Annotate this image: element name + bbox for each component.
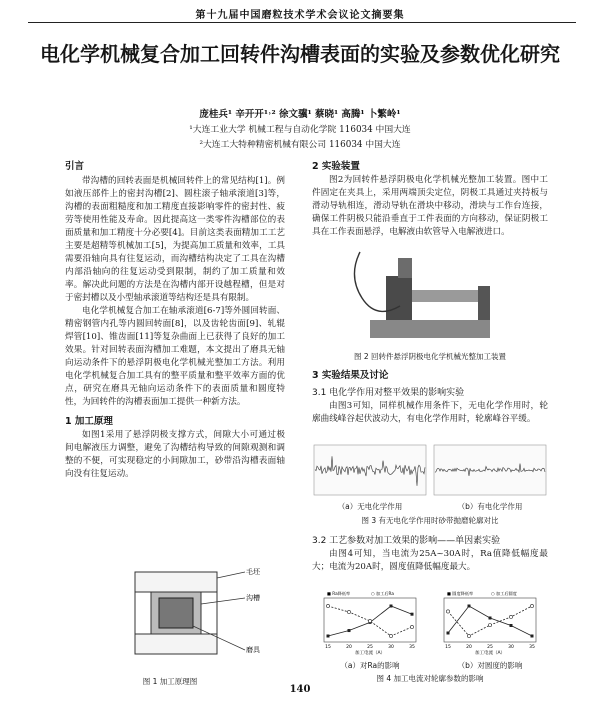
workpiece-bottom bbox=[135, 634, 217, 654]
x-tick-label: 15 bbox=[445, 645, 451, 650]
section-heading-setup: 2 实验装置 bbox=[312, 161, 360, 172]
label-abrasive: 磨具 bbox=[246, 646, 260, 654]
data-point bbox=[510, 624, 513, 627]
x-tick-label: 20 bbox=[466, 645, 472, 650]
x-tick-label: 30 bbox=[388, 645, 394, 650]
label-groove: 沟槽 bbox=[246, 594, 260, 602]
chart-roundness bbox=[444, 590, 536, 656]
figure-4a-label: （a）对Ra的影响 bbox=[340, 661, 400, 670]
running-header: 第十九届中国磨粒技术学术会议论文摘要集 bbox=[195, 10, 405, 21]
legend-entry: ○ 加工后Ra bbox=[371, 591, 394, 596]
page-number: 140 bbox=[289, 684, 311, 695]
figure-1-diagram bbox=[105, 564, 275, 674]
tool-cathode bbox=[159, 598, 193, 628]
section-heading-results: 3 实验结果及讨论 bbox=[312, 370, 389, 381]
x-tick-label: 15 bbox=[325, 645, 331, 650]
setup-paragraph: 图2为回转件悬浮阴极电化学机械光整加工装置。图中工件固定在夹具上，采用两端顶尖定位，阴极工具通过夹持板与滑动导轨相连，滑动导轨在滑块中移动，滑块与工作台连接，确保工件阴极只能沿垂直于工件表面的方向移动，保证阴极工具在工作表面悬浮，电解液由软管导入电解液进口。 bbox=[312, 175, 548, 237]
x-tick-label: 20 bbox=[346, 645, 352, 650]
data-point bbox=[488, 623, 491, 626]
section-heading-3-1: 3.1 电化学作用对整平效果的影响实验 bbox=[312, 388, 465, 398]
figure-4-charts bbox=[312, 588, 548, 656]
left-column bbox=[65, 158, 285, 481]
data-point bbox=[327, 635, 330, 638]
figure-3a-label: （a）无电化学作用 bbox=[337, 502, 403, 511]
figure-2-caption: 图 2 回转件悬浮阴极电化学机械光整加工装置 bbox=[353, 352, 507, 361]
data-point bbox=[368, 619, 371, 622]
x-tick-label: 25 bbox=[487, 645, 493, 650]
x-tick-label: 30 bbox=[508, 645, 514, 650]
slide-rail bbox=[398, 258, 412, 278]
section-heading-intro: 引言 bbox=[65, 161, 85, 172]
results-3-2-paragraph: 由图4可知，当电流为25A~30A时，Ra值降低幅度最大；电流为20A时，圆度值降低幅度最大。 bbox=[312, 549, 548, 572]
data-point bbox=[489, 617, 492, 620]
data-point bbox=[390, 605, 393, 608]
data-point bbox=[446, 610, 449, 613]
x-axis-label: 加工电流（A） bbox=[354, 651, 386, 656]
intro-paragraph-2: 电化学机械复合加工在轴承滚道[6-7]等外圆回转面、精密钢管内孔等内圆回转面[8]，以及齿轮齿面[9]、轧辊焊管[10]、锥齿面[11]等复杂曲面上已获得了良好的加工效果。针对回转表面沟槽加工难题，本文提出了磨具无轴向运动条件下的悬浮阴极电化学机械光整加工方法。利用电化学机械复合加工具有的整平质量和整平效率方面的优点，研究在磨具无轴向运动条件下的表面质量和圆度特性，为回转件的沟槽表面加工提供一种新方法。 bbox=[65, 306, 285, 407]
legend-entry: ■ 圆度降低率 bbox=[447, 591, 474, 596]
data-point bbox=[509, 615, 512, 618]
figure-4-caption: 图 4 加工电流对轮廓参数的影响 bbox=[376, 674, 484, 683]
x-axis-label: 加工电流（A） bbox=[474, 651, 506, 656]
x-tick-label: 25 bbox=[367, 645, 373, 650]
cathode-holder bbox=[386, 276, 412, 320]
section-heading-3-2: 3.2 工艺参数对加工效果的影响——单因素实验 bbox=[312, 536, 501, 546]
figure-1-caption: 图 1 加工原理图 bbox=[142, 677, 198, 686]
data-point bbox=[467, 634, 470, 637]
chart-ra bbox=[324, 590, 416, 656]
data-point bbox=[348, 629, 351, 632]
data-point bbox=[326, 604, 329, 607]
figure-3-caption: 图 3 有无电化学作用时砂带抛磨轮廓对比 bbox=[361, 516, 499, 525]
series-line-0 bbox=[448, 606, 532, 636]
figure-3-profiles bbox=[312, 443, 548, 499]
data-point bbox=[411, 613, 414, 616]
header-rule bbox=[28, 22, 576, 23]
legend-entry: ○ 加工后圆度 bbox=[491, 591, 517, 596]
results-3-1-paragraph: 由图3可知，同样机械作用条件下，无电化学作用时，轮廓曲线峰谷起伏波动大，有电化学作用时，轮廓峰谷平缓。 bbox=[312, 401, 548, 424]
affiliation-2: ²大连工大特种精密机械有限公司 116034 中国大连 bbox=[199, 140, 401, 150]
data-point bbox=[468, 605, 471, 608]
label-blank: 毛坯 bbox=[246, 568, 260, 576]
right-column-top bbox=[312, 158, 548, 239]
legend-entry: ■ Ra降低率 bbox=[327, 591, 351, 596]
figure-2-apparatus bbox=[340, 246, 520, 346]
figure-3b-label: （b）有电化学作用 bbox=[457, 502, 523, 511]
data-point bbox=[530, 604, 533, 607]
intro-paragraph-1: 带沟槽的回转表面是机械回转件上的常见结构[1]。例如液压部件上的密封沟槽[2]、圆柱滚子轴承滚道[3]等，沟槽的表面粗糙度和加工精度直接影响零件的密封性、疲劳等使用性能及寿命。因此提高这一类零件沟槽部位的表面质量和加工精度十分必要[4]。目前这类表面精加工工艺主要是超精等机械加工[5]，为提高加工质量和效率，工具需要沿轴向具有往复运动，而沟槽结构决定了工具在沟槽内部沿轴向的往复运动受到限制，制约了加工质量和效率。解决此问题的方法是在沟槽内部开设越程槽，但是对于密封槽以及小型轴承滚道等结构还是具有限制。 bbox=[65, 176, 285, 303]
data-point bbox=[447, 632, 450, 635]
series-line-1 bbox=[448, 606, 532, 636]
affiliation-1: ¹大连工业大学 机械工程与自动化学院 116034 中国大连 bbox=[189, 125, 411, 135]
data-point bbox=[389, 634, 392, 637]
machine-base bbox=[370, 320, 490, 338]
figure-4b-label: （b）对圆度的影响 bbox=[457, 661, 523, 670]
x-tick-label: 35 bbox=[529, 645, 535, 650]
workpiece-shaft bbox=[412, 290, 482, 302]
author-list: 庞桂兵¹ 辛开开¹˒² 徐文骥¹ 蔡晓¹ 高腾¹ 卜繁岭¹ bbox=[199, 109, 401, 120]
right-column-results bbox=[312, 367, 548, 426]
x-tick-label: 35 bbox=[409, 645, 415, 650]
right-column-3-2 bbox=[312, 533, 548, 574]
workpiece-top bbox=[135, 572, 217, 592]
section-heading-principle: 1 加工原理 bbox=[65, 416, 113, 427]
data-point bbox=[531, 635, 534, 638]
data-point bbox=[347, 610, 350, 613]
principle-paragraph: 如图1采用了悬浮阴极支撑方式，间隙大小可通过极间电解液压力调整，避免了沟槽结构导致的间隙观测和调整的不便，可实现稳定的小间隙加工，砂带沿沟槽表面轴向没有往复运动。 bbox=[65, 430, 285, 479]
data-point bbox=[410, 625, 413, 628]
paper-title: 电化学机械复合加工回转件沟槽表面的实验及参数优化研究 bbox=[40, 42, 560, 66]
tail-center bbox=[478, 286, 490, 320]
